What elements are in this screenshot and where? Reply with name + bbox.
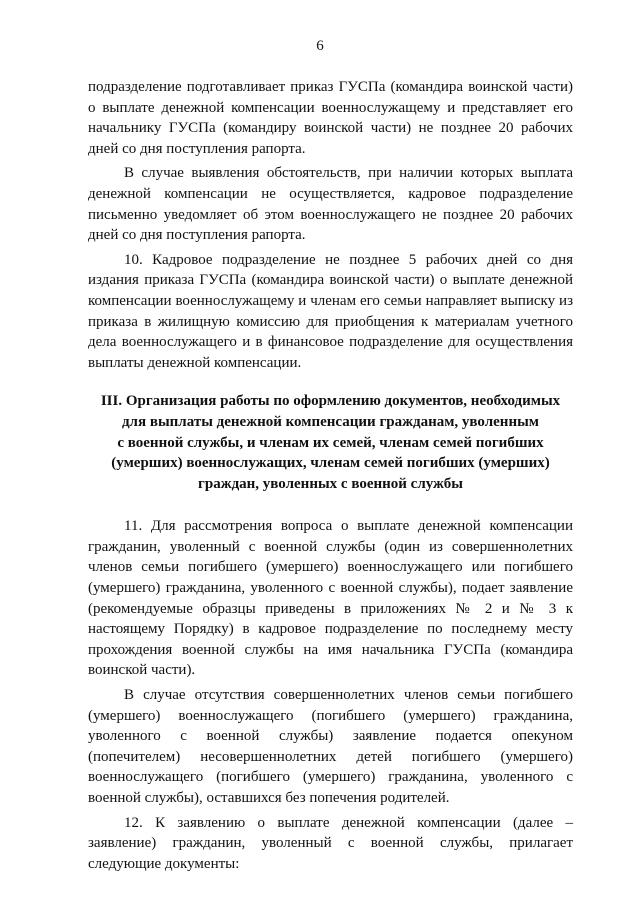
paragraph-item-11: 11. Для рассмотрения вопроса о выплате денежной компенсации гражданин, уволенный с военной службы (один из совершеннолетних членов семьи погибшего (умершего) военнослужащего или погибшего (умершего) гражданина, уволенного с военной службы), подает заявление (рекомендуемые образцы приведены в приложениях № 2 и № 3 к настоящему Порядку) в кадровое подразделение по последнему месту прохождения военной службы на имя начальника ГУСПа (командира воинской части). — [88, 518, 573, 679]
document-body — [88, 77, 573, 878]
section-heading — [88, 391, 573, 494]
paragraph-item-10: 10. Кадровое подразделение не позднее 5 рабочих дней со дня издания приказа ГУСПа (командира воинской части) о выплате денежной компенсации военнослужащему и членам его семьи направляет выписку из приказа в жилищную комиссию для приобщения к материалам учетного дела военнослужащего и в финансовое подразделение для осуществления выплаты денежной компенсации. — [88, 251, 573, 371]
paragraph-item-12: 12. К заявлению о выплате денежной компенсации (далее – заявление) гражданин, уволенный с военной службы, прилагает следующие документы: — [88, 814, 573, 872]
paragraph: подразделение подготавливает приказ ГУСПа (командира воинской части) о выплате денежной компенсации военнослужащему и представляет его начальнику ГУСПа (командиру воинской части) не позднее 20 рабочих дней со дня поступления рапорта. — [88, 79, 573, 157]
section-heading-line: для выплаты денежной компенсации гражданам, уволенным — [121, 413, 540, 430]
section-heading-line: с военной службы, и членам их семей, членам семей погибших — [117, 434, 544, 451]
page-number: 6 — [316, 38, 324, 54]
section-heading-line: граждан, уволенных с военной службы — [198, 475, 463, 492]
paragraph: В случае выявления обстоятельств, при наличии которых выплата денежной компенсации не осуществляется, кадровое подразделение письменно уведомляет об этом военнослужащего не позднее 20 рабочих дней со дня поступления рапорта. — [88, 165, 573, 244]
section-heading-line: III. Организация работы по оформлению документов, необходимых — [100, 393, 561, 410]
paragraph: В случае отсутствия совершеннолетних членов семьи погибшего (умершего) военнослужащего (погибшего (умершего) гражданина, уволенного с военной службы) заявление подается опекуном (попечителем) несовершеннолетних детей погибшего (умершего) военнослужащего (погибшего (умершего) гражданина, уволенного с военной службы), оставшихся без попечения родителей. — [88, 687, 573, 806]
section-heading-line: (умерших) военнослужащих, членам семей погибших (умерших) — [111, 455, 550, 472]
